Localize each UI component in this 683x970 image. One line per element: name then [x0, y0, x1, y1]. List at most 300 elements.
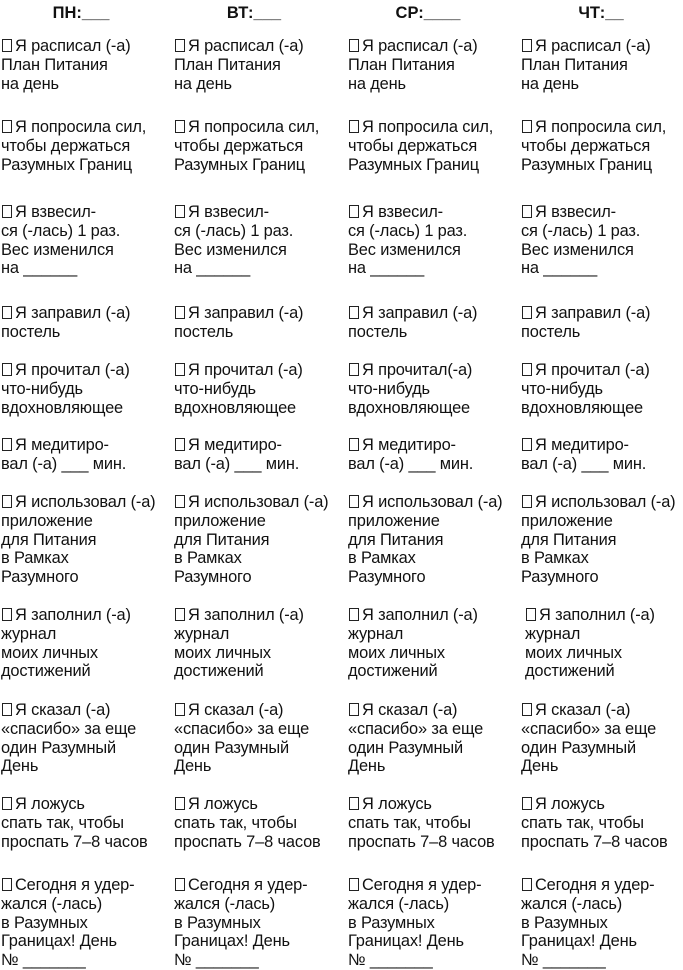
checkbox-icon[interactable] [349, 608, 359, 621]
item-text: чтобы держаться [521, 136, 651, 155]
item-line [174, 644, 344, 663]
item-text: в Рамках [174, 549, 242, 568]
item-text: Я сказал (-а) [362, 701, 458, 719]
item-text: в Разумных [1, 913, 88, 932]
item-line [174, 951, 344, 970]
checklist-item-weigh [1, 203, 171, 278]
item-line [521, 914, 683, 933]
item-text: Я ложусь [535, 795, 605, 813]
item-line [174, 932, 344, 951]
item-line [348, 606, 518, 625]
item-text: Вес изменился [348, 240, 461, 259]
item-text: Разумных Границ [174, 155, 306, 174]
item-line [525, 644, 683, 663]
item-line [348, 795, 518, 814]
item-text: Вес изменился [521, 240, 634, 259]
item-line [1, 56, 171, 75]
item-line [174, 895, 344, 914]
item-text: постель [1, 322, 61, 341]
item-text: моих личных [348, 643, 445, 662]
checkbox-icon[interactable] [349, 306, 359, 319]
item-line [174, 833, 344, 852]
item-line [348, 361, 518, 380]
item-line [1, 568, 171, 587]
checkbox-icon[interactable] [175, 120, 185, 133]
item-line [348, 241, 518, 260]
item-text: на ______ [348, 259, 425, 278]
item-text: на ______ [521, 259, 598, 278]
item-text: что-нибудь [174, 379, 256, 398]
item-line [174, 323, 344, 342]
item-text: № _______ [348, 951, 433, 970]
item-line [521, 304, 683, 323]
checkbox-icon[interactable] [522, 205, 532, 218]
item-text: План Питания [174, 55, 281, 74]
item-line [521, 361, 683, 380]
checkbox-icon[interactable] [349, 120, 359, 133]
item-text: Я сказал (-а) [15, 701, 111, 719]
item-text: Я использовал (-а) [15, 493, 156, 511]
item-text: Вес изменился [174, 240, 287, 259]
item-text: Границах! День [1, 932, 117, 951]
item-text: Разумного [521, 568, 599, 587]
item-text: Вес изменился [1, 240, 114, 259]
item-text: Я попросила сил, [188, 118, 320, 136]
item-line [348, 455, 518, 474]
item-line [348, 876, 518, 895]
item-line [1, 156, 171, 175]
item-line [521, 531, 683, 550]
item-text: вал (-а) ___ мин. [348, 454, 474, 473]
checklist-item-today [174, 876, 344, 970]
item-line [348, 56, 518, 75]
checklist-item-journal [348, 606, 518, 681]
item-text: в Рамках [1, 549, 69, 568]
item-line [521, 241, 683, 260]
item-text: постель [348, 322, 408, 341]
item-line [348, 222, 518, 241]
item-line [174, 757, 344, 776]
item-text: жался (-лась) [348, 894, 450, 913]
item-text: Я прочитал (-а) [535, 361, 650, 379]
item-text: вал (-а) ___ мин. [521, 454, 647, 473]
item-line [521, 757, 683, 776]
checklist-item-plan [348, 37, 518, 93]
item-text: постель [521, 322, 581, 341]
item-text: моих личных [525, 643, 622, 662]
checkbox-icon[interactable] [349, 363, 359, 376]
item-line [174, 549, 344, 568]
item-line [1, 833, 171, 852]
item-text: вал (-а) ___ мин. [174, 454, 300, 473]
item-line [1, 203, 171, 222]
checklist-item-thanks [1, 701, 171, 776]
checklist-item-today [348, 876, 518, 970]
item-line [174, 37, 344, 56]
item-text: «спасибо» за еще [521, 719, 657, 738]
item-line [521, 568, 683, 587]
item-text: на день [174, 74, 232, 93]
item-line [174, 662, 344, 681]
item-text: Сегодня я удер- [362, 876, 482, 894]
item-line [174, 512, 344, 531]
item-line [348, 259, 518, 278]
item-text: достижений [525, 662, 615, 681]
item-line [521, 876, 683, 895]
item-text: вдохновляющее [1, 398, 124, 417]
item-text: один Разумный [521, 738, 637, 757]
item-text: вдохновляющее [348, 398, 471, 417]
item-line [348, 380, 518, 399]
checkbox-icon[interactable] [522, 878, 532, 891]
item-line [348, 118, 518, 137]
checkbox-icon[interactable] [2, 120, 12, 133]
item-line [174, 118, 344, 137]
checkbox-icon[interactable] [522, 306, 532, 319]
item-text: Разумных Границ [348, 155, 480, 174]
item-line [348, 436, 518, 455]
item-text: журнал [1, 624, 57, 643]
item-line [174, 568, 344, 587]
checklist-item-app [1, 493, 171, 587]
item-text: на ______ [174, 259, 251, 278]
item-line [521, 701, 683, 720]
item-text: Я взвесил- [188, 203, 269, 221]
item-text: Я заполнил (-а) [539, 606, 655, 624]
checkbox-icon[interactable] [2, 495, 12, 508]
item-line [348, 323, 518, 342]
item-text: в Разумных [174, 913, 261, 932]
item-line [174, 399, 344, 418]
checklist-item-read [521, 361, 683, 417]
checklist-item-sleep [521, 795, 683, 851]
item-text: Я попросила сил, [535, 118, 667, 136]
item-line [348, 895, 518, 914]
item-line [174, 156, 344, 175]
item-text: «спасибо» за еще [1, 719, 137, 738]
item-text: Я ложусь [362, 795, 432, 813]
item-text: на день [521, 74, 579, 93]
item-text: один Разумный [348, 738, 464, 757]
checklist-item-weigh [521, 203, 683, 278]
item-line [348, 739, 518, 758]
checkbox-icon[interactable] [349, 495, 359, 508]
item-line [1, 137, 171, 156]
item-line [348, 662, 518, 681]
checklist-item-journal [174, 606, 344, 681]
item-text: в Рамках [348, 549, 416, 568]
item-line [348, 814, 518, 833]
item-line [521, 895, 683, 914]
item-line [174, 876, 344, 895]
item-text: приложение [1, 511, 93, 530]
item-line [1, 259, 171, 278]
item-line [521, 137, 683, 156]
item-line [1, 304, 171, 323]
item-text: День [1, 757, 39, 776]
checkbox-icon[interactable] [522, 363, 532, 376]
checkbox-icon[interactable] [2, 878, 12, 891]
item-line [521, 814, 683, 833]
item-text: Я расписал (-а) [15, 37, 131, 55]
checkbox-icon[interactable] [175, 495, 185, 508]
checkbox-icon[interactable] [2, 703, 12, 716]
item-line [174, 720, 344, 739]
item-line [1, 455, 171, 474]
checklist-item-app [521, 493, 683, 587]
checkbox-icon[interactable] [522, 438, 532, 451]
item-line [174, 222, 344, 241]
item-line [521, 399, 683, 418]
item-line [521, 323, 683, 342]
item-line [1, 37, 171, 56]
item-line [348, 399, 518, 418]
checkbox-icon[interactable] [522, 120, 532, 133]
item-line [1, 118, 171, 137]
checklist-item-today [1, 876, 171, 970]
item-text: проспать 7–8 часов [1, 832, 148, 851]
checkbox-icon[interactable] [2, 797, 12, 810]
item-line [521, 37, 683, 56]
item-text: для Питания [348, 530, 444, 549]
item-text: Я взвесил- [362, 203, 443, 221]
item-line [174, 203, 344, 222]
item-line [521, 493, 683, 512]
item-line [1, 241, 171, 260]
checklist-item-bed [1, 304, 171, 342]
item-text: Разумного [1, 568, 79, 587]
checklist-item-weigh [174, 203, 344, 278]
item-line [348, 203, 518, 222]
checkbox-icon[interactable] [2, 363, 12, 376]
item-line [174, 493, 344, 512]
item-line [348, 75, 518, 94]
item-line [1, 493, 171, 512]
item-text: спать так, чтобы [1, 813, 124, 832]
item-line [348, 833, 518, 852]
day-header: ПН:___ [52, 4, 110, 22]
item-text: Я сказал (-а) [188, 701, 284, 719]
checkbox-icon[interactable] [175, 878, 185, 891]
item-text: Я заполнил (-а) [362, 606, 478, 624]
item-line [1, 814, 171, 833]
item-line [521, 222, 683, 241]
checklist-item-ask [1, 118, 171, 174]
checkbox-icon[interactable] [2, 205, 12, 218]
item-text: Я взвесил- [535, 203, 616, 221]
checklist-item-thanks [348, 701, 518, 776]
item-line [348, 644, 518, 663]
checkbox-icon[interactable] [522, 39, 532, 52]
item-line [348, 37, 518, 56]
item-line [1, 380, 171, 399]
item-text: чтобы держаться [348, 136, 478, 155]
item-line [521, 951, 683, 970]
item-text: Границах! День [348, 932, 464, 951]
checkbox-icon[interactable] [522, 495, 532, 508]
item-text: постель [174, 322, 234, 341]
item-text: Границах! День [174, 932, 290, 951]
checkbox-icon[interactable] [2, 306, 12, 319]
checkbox-icon[interactable] [175, 608, 185, 621]
item-line [1, 951, 171, 970]
item-text: ся (-лась) 1 раз. [348, 221, 468, 240]
checkbox-icon[interactable] [175, 306, 185, 319]
checkbox-icon[interactable] [526, 608, 536, 621]
checkbox-icon[interactable] [349, 39, 359, 52]
item-text: Я ложусь [188, 795, 258, 813]
item-text: Я взвесил- [15, 203, 96, 221]
item-text: Я заправил (-а) [15, 304, 131, 322]
checkbox-icon[interactable] [2, 438, 12, 451]
item-line [348, 137, 518, 156]
item-text: что-нибудь [348, 379, 430, 398]
checkbox-icon[interactable] [175, 363, 185, 376]
item-text: проспать 7–8 часов [521, 832, 668, 851]
checkbox-icon[interactable] [175, 205, 185, 218]
item-line [1, 399, 171, 418]
item-line [521, 549, 683, 568]
item-text: План Питания [348, 55, 455, 74]
item-line [174, 455, 344, 474]
checkbox-icon[interactable] [349, 438, 359, 451]
checklist-item-meditate [174, 436, 344, 474]
item-text: № _______ [174, 951, 259, 970]
item-text: моих личных [1, 643, 98, 662]
item-line [174, 380, 344, 399]
day-header: СР:____ [395, 4, 461, 22]
item-line [174, 625, 344, 644]
checklist-item-bed [348, 304, 518, 342]
item-text: Я заполнил (-а) [15, 606, 131, 624]
item-line [174, 701, 344, 720]
checklist-item-ask [521, 118, 683, 174]
item-line [1, 739, 171, 758]
item-line [1, 361, 171, 380]
item-text: Границах! День [521, 932, 637, 951]
item-line [1, 436, 171, 455]
item-line [1, 531, 171, 550]
checkbox-icon[interactable] [522, 797, 532, 810]
item-line [348, 493, 518, 512]
item-text: достижений [174, 662, 264, 681]
checklist-item-sleep [174, 795, 344, 851]
checkbox-icon[interactable] [349, 878, 359, 891]
checklist-item-thanks [521, 701, 683, 776]
item-text: на день [1, 74, 59, 93]
item-line [1, 662, 171, 681]
checkbox-icon[interactable] [349, 205, 359, 218]
item-text: вал (-а) ___ мин. [1, 454, 127, 473]
checkbox-icon[interactable] [2, 39, 12, 52]
item-line [525, 625, 683, 644]
item-text: Я заполнил (-а) [188, 606, 304, 624]
item-text: ся (-лась) 1 раз. [521, 221, 641, 240]
item-line [174, 531, 344, 550]
item-text: Я расписал (-а) [362, 37, 478, 55]
checkbox-icon[interactable] [349, 703, 359, 716]
item-text: спать так, чтобы [521, 813, 644, 832]
item-line [521, 833, 683, 852]
checklist-item-bed [521, 304, 683, 342]
item-text: в Разумных [348, 913, 435, 932]
checkbox-icon[interactable] [2, 608, 12, 621]
item-text: спать так, чтобы [174, 813, 297, 832]
item-text: Я заправил (-а) [188, 304, 304, 322]
item-line [521, 455, 683, 474]
item-line [521, 203, 683, 222]
checklist-item-journal [1, 606, 171, 681]
checklist-item-read [174, 361, 344, 417]
item-text: достижений [348, 662, 438, 681]
item-line [174, 241, 344, 260]
item-line [348, 625, 518, 644]
item-text: в Рамках [521, 549, 589, 568]
item-line [1, 549, 171, 568]
item-text: Я медитиро- [15, 436, 109, 454]
item-text: вдохновляющее [174, 398, 297, 417]
item-line [174, 739, 344, 758]
item-line [348, 757, 518, 776]
item-text: для Питания [521, 530, 617, 549]
item-text: Сегодня я удер- [535, 876, 655, 894]
checkbox-icon[interactable] [349, 797, 359, 810]
item-line [521, 75, 683, 94]
item-line [1, 625, 171, 644]
item-text: жался (-лась) [174, 894, 276, 913]
item-text: Я расписал (-а) [535, 37, 651, 55]
item-line [348, 304, 518, 323]
checklist-item-app [348, 493, 518, 587]
checkbox-icon[interactable] [175, 438, 185, 451]
checkbox-icon[interactable] [175, 39, 185, 52]
item-text: Разумного [174, 568, 252, 587]
checkbox-icon[interactable] [175, 703, 185, 716]
item-text: Я расписал (-а) [188, 37, 304, 55]
checklist-item-plan [174, 37, 344, 93]
checklist-item-sleep [348, 795, 518, 851]
item-line [348, 720, 518, 739]
item-line [348, 701, 518, 720]
item-line [1, 914, 171, 933]
checklist-item-weigh [348, 203, 518, 278]
item-line [174, 795, 344, 814]
item-text: Я заправил (-а) [535, 304, 651, 322]
item-text: Сегодня я удер- [15, 876, 135, 894]
item-line [174, 304, 344, 323]
item-text: Я заправил (-а) [362, 304, 478, 322]
item-text: Разумных Границ [521, 155, 653, 174]
checkbox-icon[interactable] [175, 797, 185, 810]
item-text: Я прочитал (-а) [15, 361, 130, 379]
checklist-item-ask [348, 118, 518, 174]
checkbox-icon[interactable] [522, 703, 532, 716]
item-text: что-нибудь [1, 379, 83, 398]
item-line [1, 323, 171, 342]
item-text: Я попросила сил, [15, 118, 147, 136]
item-line [174, 436, 344, 455]
item-text: Я попросила сил, [362, 118, 494, 136]
item-line [521, 795, 683, 814]
item-line [1, 876, 171, 895]
checklist-item-sleep [1, 795, 171, 851]
item-text: № _______ [1, 951, 86, 970]
item-line [1, 757, 171, 776]
item-line [525, 662, 683, 681]
item-text: проспать 7–8 часов [348, 832, 495, 851]
item-line [348, 568, 518, 587]
item-text: План Питания [521, 55, 628, 74]
